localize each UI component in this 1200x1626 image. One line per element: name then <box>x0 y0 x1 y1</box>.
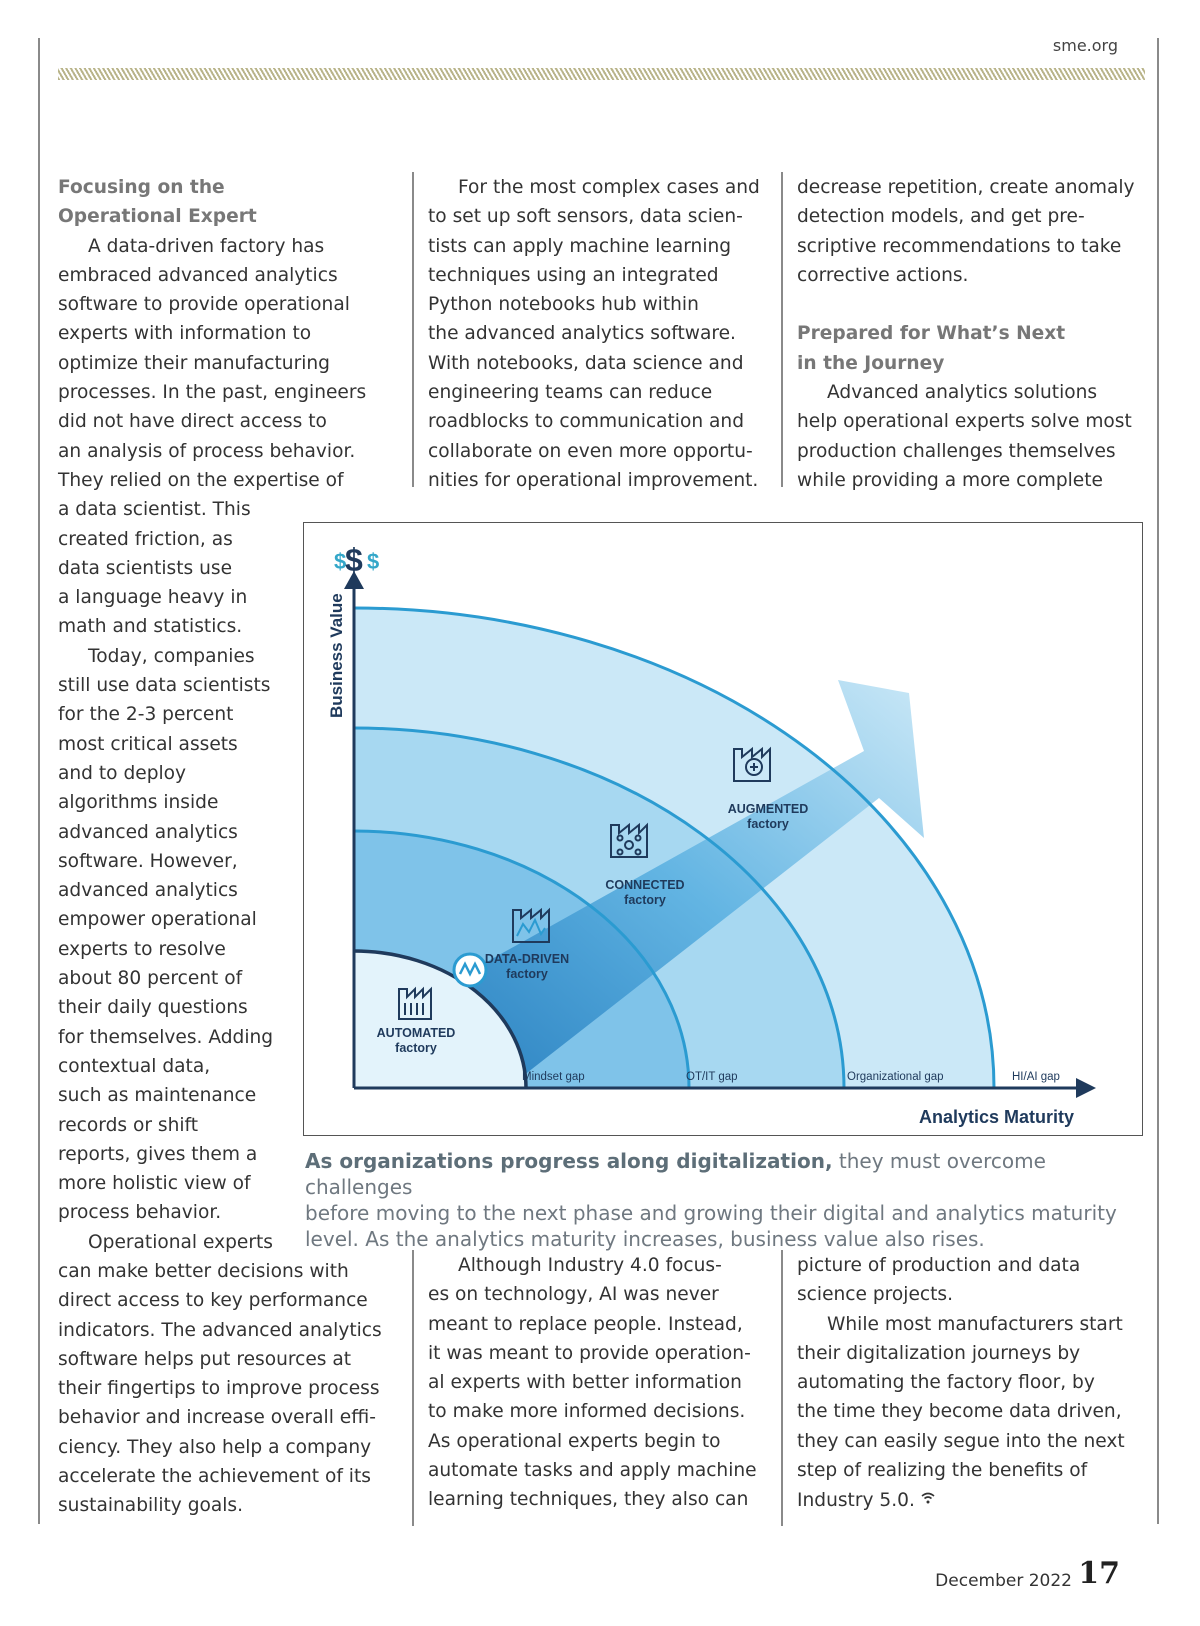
stage-sub-data-driven: factory <box>506 967 548 981</box>
body-line: optimize their manufacturing <box>58 352 330 374</box>
body-line: advanced analytics <box>58 821 238 843</box>
body-line: Although Industry 4.0 focus- <box>458 1255 722 1276</box>
body-line: the time they become data driven, <box>797 1401 1122 1423</box>
body-line: they can easily segue into the next <box>797 1430 1125 1452</box>
body-line: for the 2-3 percent <box>58 704 234 726</box>
body-line: A data-driven factory has <box>88 235 325 257</box>
body-line: behavior and increase overall effi- <box>58 1407 376 1429</box>
body-line: experts to resolve <box>58 938 226 960</box>
body-line: direct access to key performance <box>58 1290 368 1312</box>
stage-label-connected: CONNECTED <box>605 878 685 892</box>
body-line: reports, gives them a <box>58 1143 258 1165</box>
body-line: empower operational <box>58 909 257 931</box>
stage-sub-augmented: factory <box>747 817 789 831</box>
body-line: Python notebooks hub within <box>428 294 699 316</box>
body-line: automate tasks and apply machine <box>428 1460 757 1482</box>
body-line: With notebooks, data science and <box>428 352 744 374</box>
body-line: They relied on the expertise of <box>58 469 344 491</box>
body-line: process behavior. <box>58 1202 222 1224</box>
gap-label: Organizational gap <box>847 1071 944 1083</box>
stage-label-data-driven: DATA-DRIVEN <box>484 952 570 966</box>
body-line: math and statistics. <box>58 616 243 638</box>
x-axis-arrowhead <box>1076 1078 1096 1098</box>
body-line: software helps put resources at <box>58 1348 352 1370</box>
body-line: algorithms inside <box>58 792 219 814</box>
section-heading: in the Journey <box>797 352 945 374</box>
body-line: As operational experts begin to <box>428 1430 721 1452</box>
body-line: software to provide operational <box>58 294 350 316</box>
section-heading: Operational Expert <box>58 206 257 228</box>
figure-caption <box>305 1148 1145 1252</box>
body-line: did not have direct access to <box>58 411 327 433</box>
body-line: processes. In the past, engineers <box>58 382 367 404</box>
page-number: 17 <box>1078 1556 1120 1591</box>
dollar-sign-center: $ <box>345 542 363 578</box>
body-line: advanced analytics <box>58 880 238 902</box>
body-line: picture of production and data <box>797 1255 1081 1276</box>
body-line: data scientists use <box>58 557 233 579</box>
stage-sub-connected: factory <box>624 893 666 907</box>
body-line: to make more informed decisions. <box>428 1401 746 1423</box>
column-3-bottom <box>797 1251 1147 1516</box>
body-line: a data scientist. This <box>58 499 251 521</box>
body-line: science projects. <box>797 1284 954 1306</box>
end-mark-icon <box>921 1485 935 1514</box>
stage-label-automated: AUTOMATED <box>376 1026 456 1040</box>
right-margin-rule <box>1157 38 1159 1524</box>
x-axis-label: Analytics Maturity <box>919 1107 1075 1127</box>
body-line-text: Industry 5.0. <box>797 1490 915 1512</box>
body-line: meant to replace people. Instead, <box>428 1313 743 1335</box>
maturity-diagram-svg <box>304 523 1144 1137</box>
body-line: While most manufacturers start <box>827 1313 1123 1335</box>
body-line: decrease repetition, create anomaly <box>797 177 1135 198</box>
body-line: more holistic view of <box>58 1173 251 1195</box>
y-axis-label: Business Value <box>327 593 346 718</box>
body-line: it was meant to provide operation- <box>428 1342 751 1364</box>
body-line: can make better decisions with <box>58 1260 349 1282</box>
gap-label: HI/AI gap <box>1012 1071 1060 1083</box>
body-line: production challenges themselves <box>797 440 1116 462</box>
body-line: experts with information to <box>58 323 312 345</box>
body-line: embraced advanced analytics <box>58 264 338 286</box>
body-line: a language heavy in <box>58 587 248 609</box>
body-line-final <box>797 1485 1147 1515</box>
body-line: to set up soft sensors, data scien- <box>428 206 743 228</box>
gap-label: Mindset gap <box>522 1071 585 1083</box>
body-line: still use data scientists <box>58 675 271 697</box>
body-line: sustainability goals. <box>58 1495 244 1517</box>
column-rule-bottom-1 <box>412 1250 414 1526</box>
caption-text: level. As the analytics maturity increases, business value also rises. <box>305 1227 985 1251</box>
dollar-sign-right: $ <box>367 549 380 574</box>
body-line: engineering teams can reduce <box>428 382 713 404</box>
body-line: indicators. The advanced analytics <box>58 1319 382 1341</box>
body-line: for themselves. Adding <box>58 1026 274 1048</box>
site-url: sme.org <box>1052 36 1118 55</box>
stage-sub-automated: factory <box>395 1041 437 1055</box>
body-line: their daily questions <box>58 997 248 1019</box>
body-line: corrective actions. <box>797 264 969 286</box>
body-line: step of realizing the benefits of <box>797 1460 1088 1482</box>
section-heading: Focusing on the <box>58 177 225 198</box>
body-line: al experts with better information <box>428 1372 742 1394</box>
body-line: while providing a more complete <box>797 469 1103 491</box>
body-line: nities for operational improvement. <box>428 469 759 491</box>
column-2-bottom <box>428 1251 778 1515</box>
column-rule-top-1 <box>412 172 414 487</box>
body-line: collaborate on even more opportu- <box>428 440 753 462</box>
caption-lead: As organizations progress along digitalization, <box>305 1149 833 1173</box>
gap-label: OT/IT gap <box>686 1071 738 1083</box>
body-line: contextual data, <box>58 1055 211 1077</box>
column-rule-top-2 <box>781 172 783 487</box>
column-rule-bottom-2 <box>781 1250 783 1526</box>
section-heading: Prepared for What’s Next <box>797 323 1066 345</box>
body-line: roadblocks to communication and <box>428 411 745 433</box>
body-line: software. However, <box>58 850 238 872</box>
caption-text: they must overcome challenges <box>305 1149 1046 1199</box>
dollar-sign-left: $ <box>334 549 347 574</box>
body-line: automating the factory floor, by <box>797 1372 1095 1394</box>
body-line: Today, companies <box>88 645 255 667</box>
body-line: the advanced analytics software. <box>428 323 736 345</box>
header-hatch-band <box>58 68 1145 80</box>
body-line: such as maintenance <box>58 1085 257 1107</box>
body-line: accelerate the achievement of its <box>58 1466 371 1488</box>
body-line: their fingertips to improve process <box>58 1378 380 1400</box>
body-line: most critical assets <box>58 733 238 755</box>
body-line: records or shift <box>58 1114 199 1136</box>
issue-date: December 2022 <box>935 1571 1072 1591</box>
body-line: about 80 percent of <box>58 968 243 990</box>
body-line: created friction, as <box>58 528 233 550</box>
maturity-diagram <box>303 522 1143 1136</box>
body-line: tists can apply machine learning <box>428 235 732 257</box>
body-line: ciency. They also help a company <box>58 1436 372 1458</box>
body-line: an analysis of process behavior. <box>58 440 356 462</box>
column-3-top <box>797 173 1147 495</box>
body-line: scriptive recommendations to take <box>797 235 1122 257</box>
body-line: Operational experts <box>88 1231 273 1253</box>
body-line: detection models, and get pre- <box>797 206 1085 228</box>
stage-label-augmented: AUGMENTED <box>727 802 809 816</box>
body-line: their digitalization journeys by <box>797 1342 1081 1364</box>
body-line: For the most complex cases and <box>458 177 760 198</box>
body-line: Advanced analytics solutions <box>827 382 1098 404</box>
body-line: es on technology, AI was never <box>428 1284 719 1306</box>
body-line: learning techniques, they also can <box>428 1489 749 1511</box>
left-margin-rule <box>38 38 40 1524</box>
body-line: and to deploy <box>58 762 187 784</box>
analytics-badge-icon <box>454 954 486 986</box>
body-line: techniques using an integrated <box>428 264 719 286</box>
column-2-top <box>428 173 778 495</box>
caption-text: before moving to the next phase and growing their digital and analytics maturity <box>305 1201 1117 1225</box>
body-line: help operational experts solve most <box>797 411 1132 433</box>
